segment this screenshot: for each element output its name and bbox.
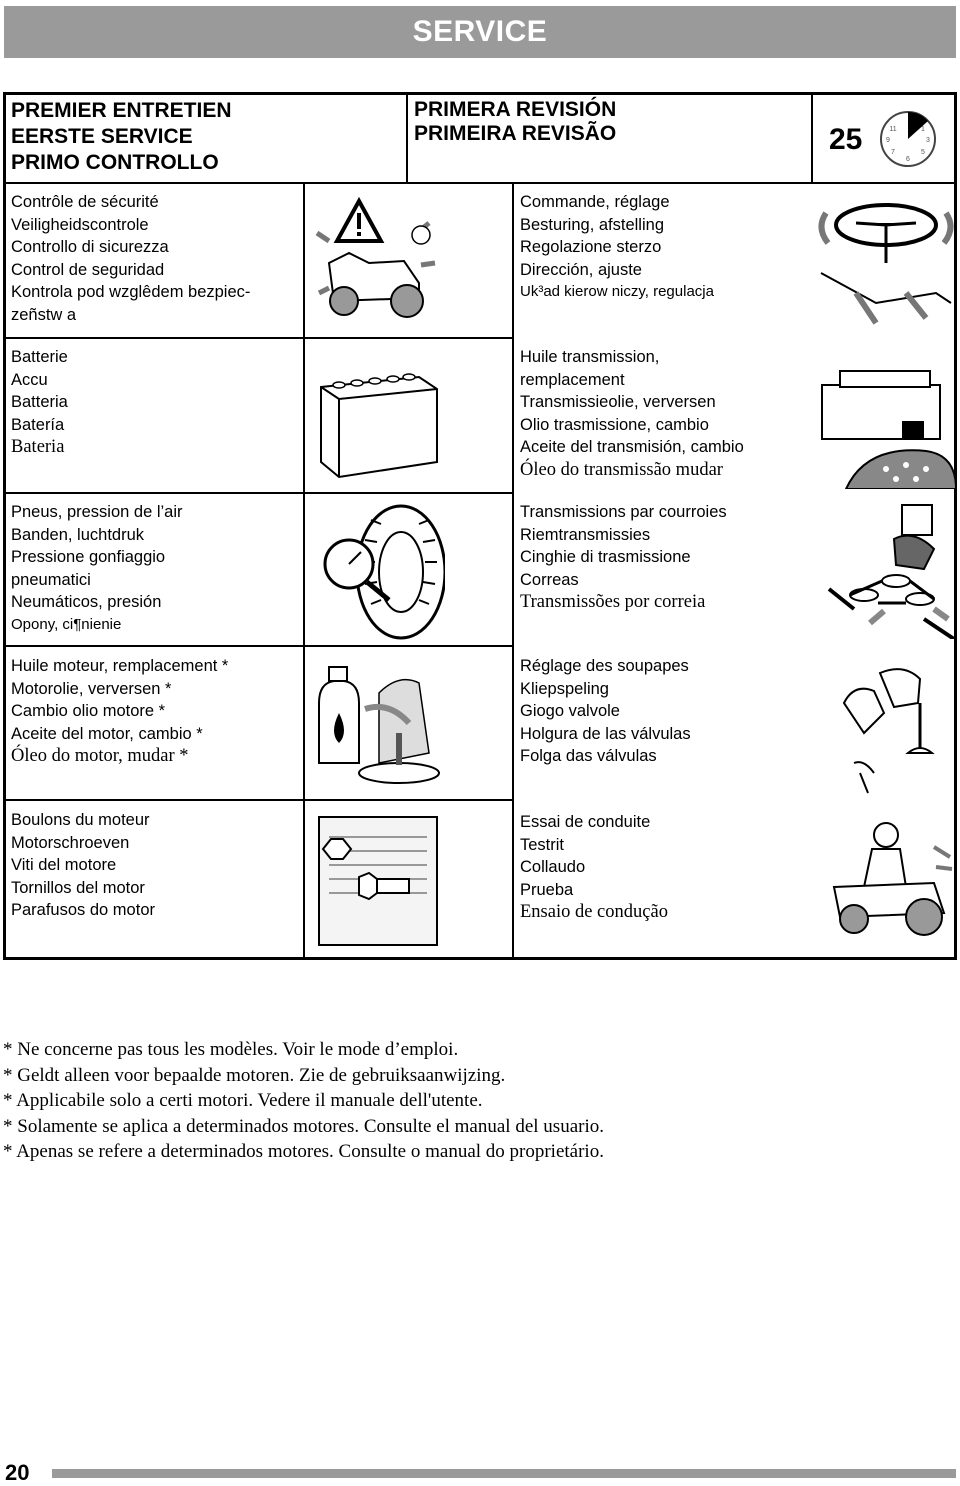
safety-check-tractor-illustration (309, 193, 445, 329)
header-line: PRIMERA REVISIÓN (414, 98, 617, 121)
row-line: Bateria (11, 437, 65, 457)
row-line: Kliepspeling (520, 679, 609, 698)
row-line: Banden, luchtdruk (11, 525, 145, 544)
row-line: pneumatici (11, 570, 91, 589)
svg-text:7: 7 (891, 149, 895, 156)
footnote: * Applicabile solo a certi motori. Vedere il manuale dell'utente. (3, 1090, 483, 1111)
battery-illustration (309, 347, 445, 487)
footnote: * Solamente se aplica a determinados motores. Consulte el manual del usuario. (3, 1115, 604, 1137)
row-line: Pressione gonfiaggio (11, 548, 166, 566)
row-line: Batteria (11, 393, 68, 411)
page-number: 20 (5, 1460, 30, 1485)
footer-bar (52, 1469, 956, 1478)
header-line: PREMIER ENTRETIEN (11, 99, 232, 122)
row-line: Aceite del motor, cambio * (11, 724, 203, 743)
row-line: Neumáticos, presión (11, 593, 162, 611)
row-valve-adjustment-text (520, 655, 691, 768)
row-line: Cinghie di trasmissione (520, 548, 691, 566)
footnote: * Ne concerne pas tous les modèles. Voir le mode d’emploi. (3, 1039, 459, 1060)
row-line: Viti del motore (11, 856, 117, 874)
row-line: remplacement (520, 370, 625, 389)
row-line: Parafusos do motor (11, 901, 155, 919)
svg-text:5: 5 (921, 149, 925, 156)
valve-adjustment-illustration (824, 663, 956, 795)
row-line: Accu (11, 370, 48, 389)
service-schedule-table (3, 92, 957, 960)
row-line: Aceite del transmisión, cambio (520, 438, 744, 456)
column-divider (406, 95, 408, 182)
row-line: Commande, réglage (520, 193, 670, 211)
service-hours-number: 25 (829, 123, 863, 156)
row-line: Batería (11, 415, 65, 434)
row-steering-text (520, 191, 714, 304)
row-line: Cambio olio motore * (11, 702, 166, 720)
row-line: Folga das válvulas (520, 747, 657, 765)
steering-wheel-illustration (816, 193, 956, 331)
row-line: Testrit (520, 835, 565, 854)
row-line: Essai de conduite (520, 813, 651, 831)
row-line: Prueba (520, 880, 574, 899)
row-line: Óleo do transmissão mudar (520, 459, 723, 480)
row-line: Holgura de las válvulas (520, 724, 691, 743)
row-line: Ensaio de condução (520, 902, 668, 922)
svg-text:3: 3 (926, 137, 930, 144)
row-safety-check-text (11, 191, 250, 326)
row-line: Réglage des soupapes (520, 657, 689, 675)
row-line: Tornillos del motor (11, 878, 145, 897)
row-line: Motorschroeven (11, 833, 130, 852)
header-languages-mid (414, 98, 616, 146)
row-line: Correas (520, 570, 579, 589)
test-drive-illustration (824, 817, 956, 951)
tire-pressure-gauge-illustration (309, 500, 445, 640)
row-line: Huile transmission, (520, 348, 660, 366)
row-line: Transmissões por correia (520, 592, 706, 612)
engine-bolts-illustration (309, 807, 445, 951)
belt-transmission-illustration (824, 499, 956, 639)
row-line: Collaudo (520, 858, 586, 876)
row-line: Regolazione sterzo (520, 238, 662, 256)
row-line: Transmissieolie, verversen (520, 393, 716, 411)
row-engine-bolts-text (11, 809, 155, 922)
row-line: Opony, ci¶nienie (11, 615, 122, 633)
row-tire-pressure-text (11, 501, 183, 636)
row-line: Olio trasmissione, cambio (520, 415, 709, 434)
row-divider (6, 645, 514, 647)
section-title-banner: SERVICE (4, 6, 956, 58)
svg-text:1: 1 (921, 126, 925, 133)
row-engine-oil-text (11, 655, 228, 768)
row-test-drive-text (520, 811, 668, 924)
header-line: PRIMEIRA REVISÃO (414, 122, 617, 145)
row-line: zeñstw a (11, 305, 77, 324)
row-belt-transmission-text (520, 501, 727, 614)
row-line: Dirección, ajuste (520, 260, 642, 279)
header-line: PRIMO CONTROLLO (11, 151, 219, 174)
row-line: Kontrola pod wzglêdem bezpiec- (11, 283, 251, 301)
row-line: Transmissions par courroies (520, 503, 727, 521)
row-line: Óleo do motor, mudar * (11, 746, 189, 766)
header-divider (6, 182, 954, 184)
row-line: Huile moteur, remplacement * (11, 657, 229, 675)
row-line: Contrôle de sécurité (11, 193, 159, 211)
row-line: Veiligheidscontrole (11, 215, 149, 234)
row-battery-text (11, 346, 68, 459)
clock-dial-icon (878, 109, 938, 169)
svg-text:6: 6 (906, 156, 910, 163)
row-divider (6, 492, 514, 494)
column-divider (512, 182, 514, 957)
row-line: Control de seguridad (11, 260, 165, 279)
engine-oil-illustration (309, 653, 445, 795)
row-line: Pneus, pression de l’air (11, 503, 183, 521)
row-line: Riemtransmissies (520, 525, 651, 544)
row-line: Motorolie, verversen * (11, 679, 172, 698)
row-line: Besturing, afstelling (520, 215, 664, 234)
footnotes (3, 1037, 604, 1165)
transmission-oil-illustration (816, 365, 956, 489)
footnote: * Geldt alleen voor bepaalde motoren. Zie de gebruiksaanwijzing. (3, 1064, 506, 1086)
svg-text:11: 11 (889, 126, 897, 133)
row-line: Boulons du moteur (11, 811, 150, 829)
svg-text:9: 9 (886, 137, 890, 144)
row-line: Uk³ad kierow niczy, regulacja (520, 283, 714, 300)
row-line: Giogo valvole (520, 702, 620, 720)
row-divider (6, 337, 514, 339)
column-divider (303, 182, 305, 957)
column-divider (811, 95, 813, 182)
row-divider (6, 799, 514, 801)
row-line: Batterie (11, 348, 68, 366)
footnote: * Apenas se refere a determinados motores. Consulte o manual do proprietário. (3, 1141, 604, 1162)
header-line: EERSTE SERVICE (11, 125, 193, 148)
row-line: Controllo di sicurezza (11, 238, 169, 256)
row-transmission-oil-text (520, 346, 744, 481)
header-languages-left (11, 98, 232, 176)
